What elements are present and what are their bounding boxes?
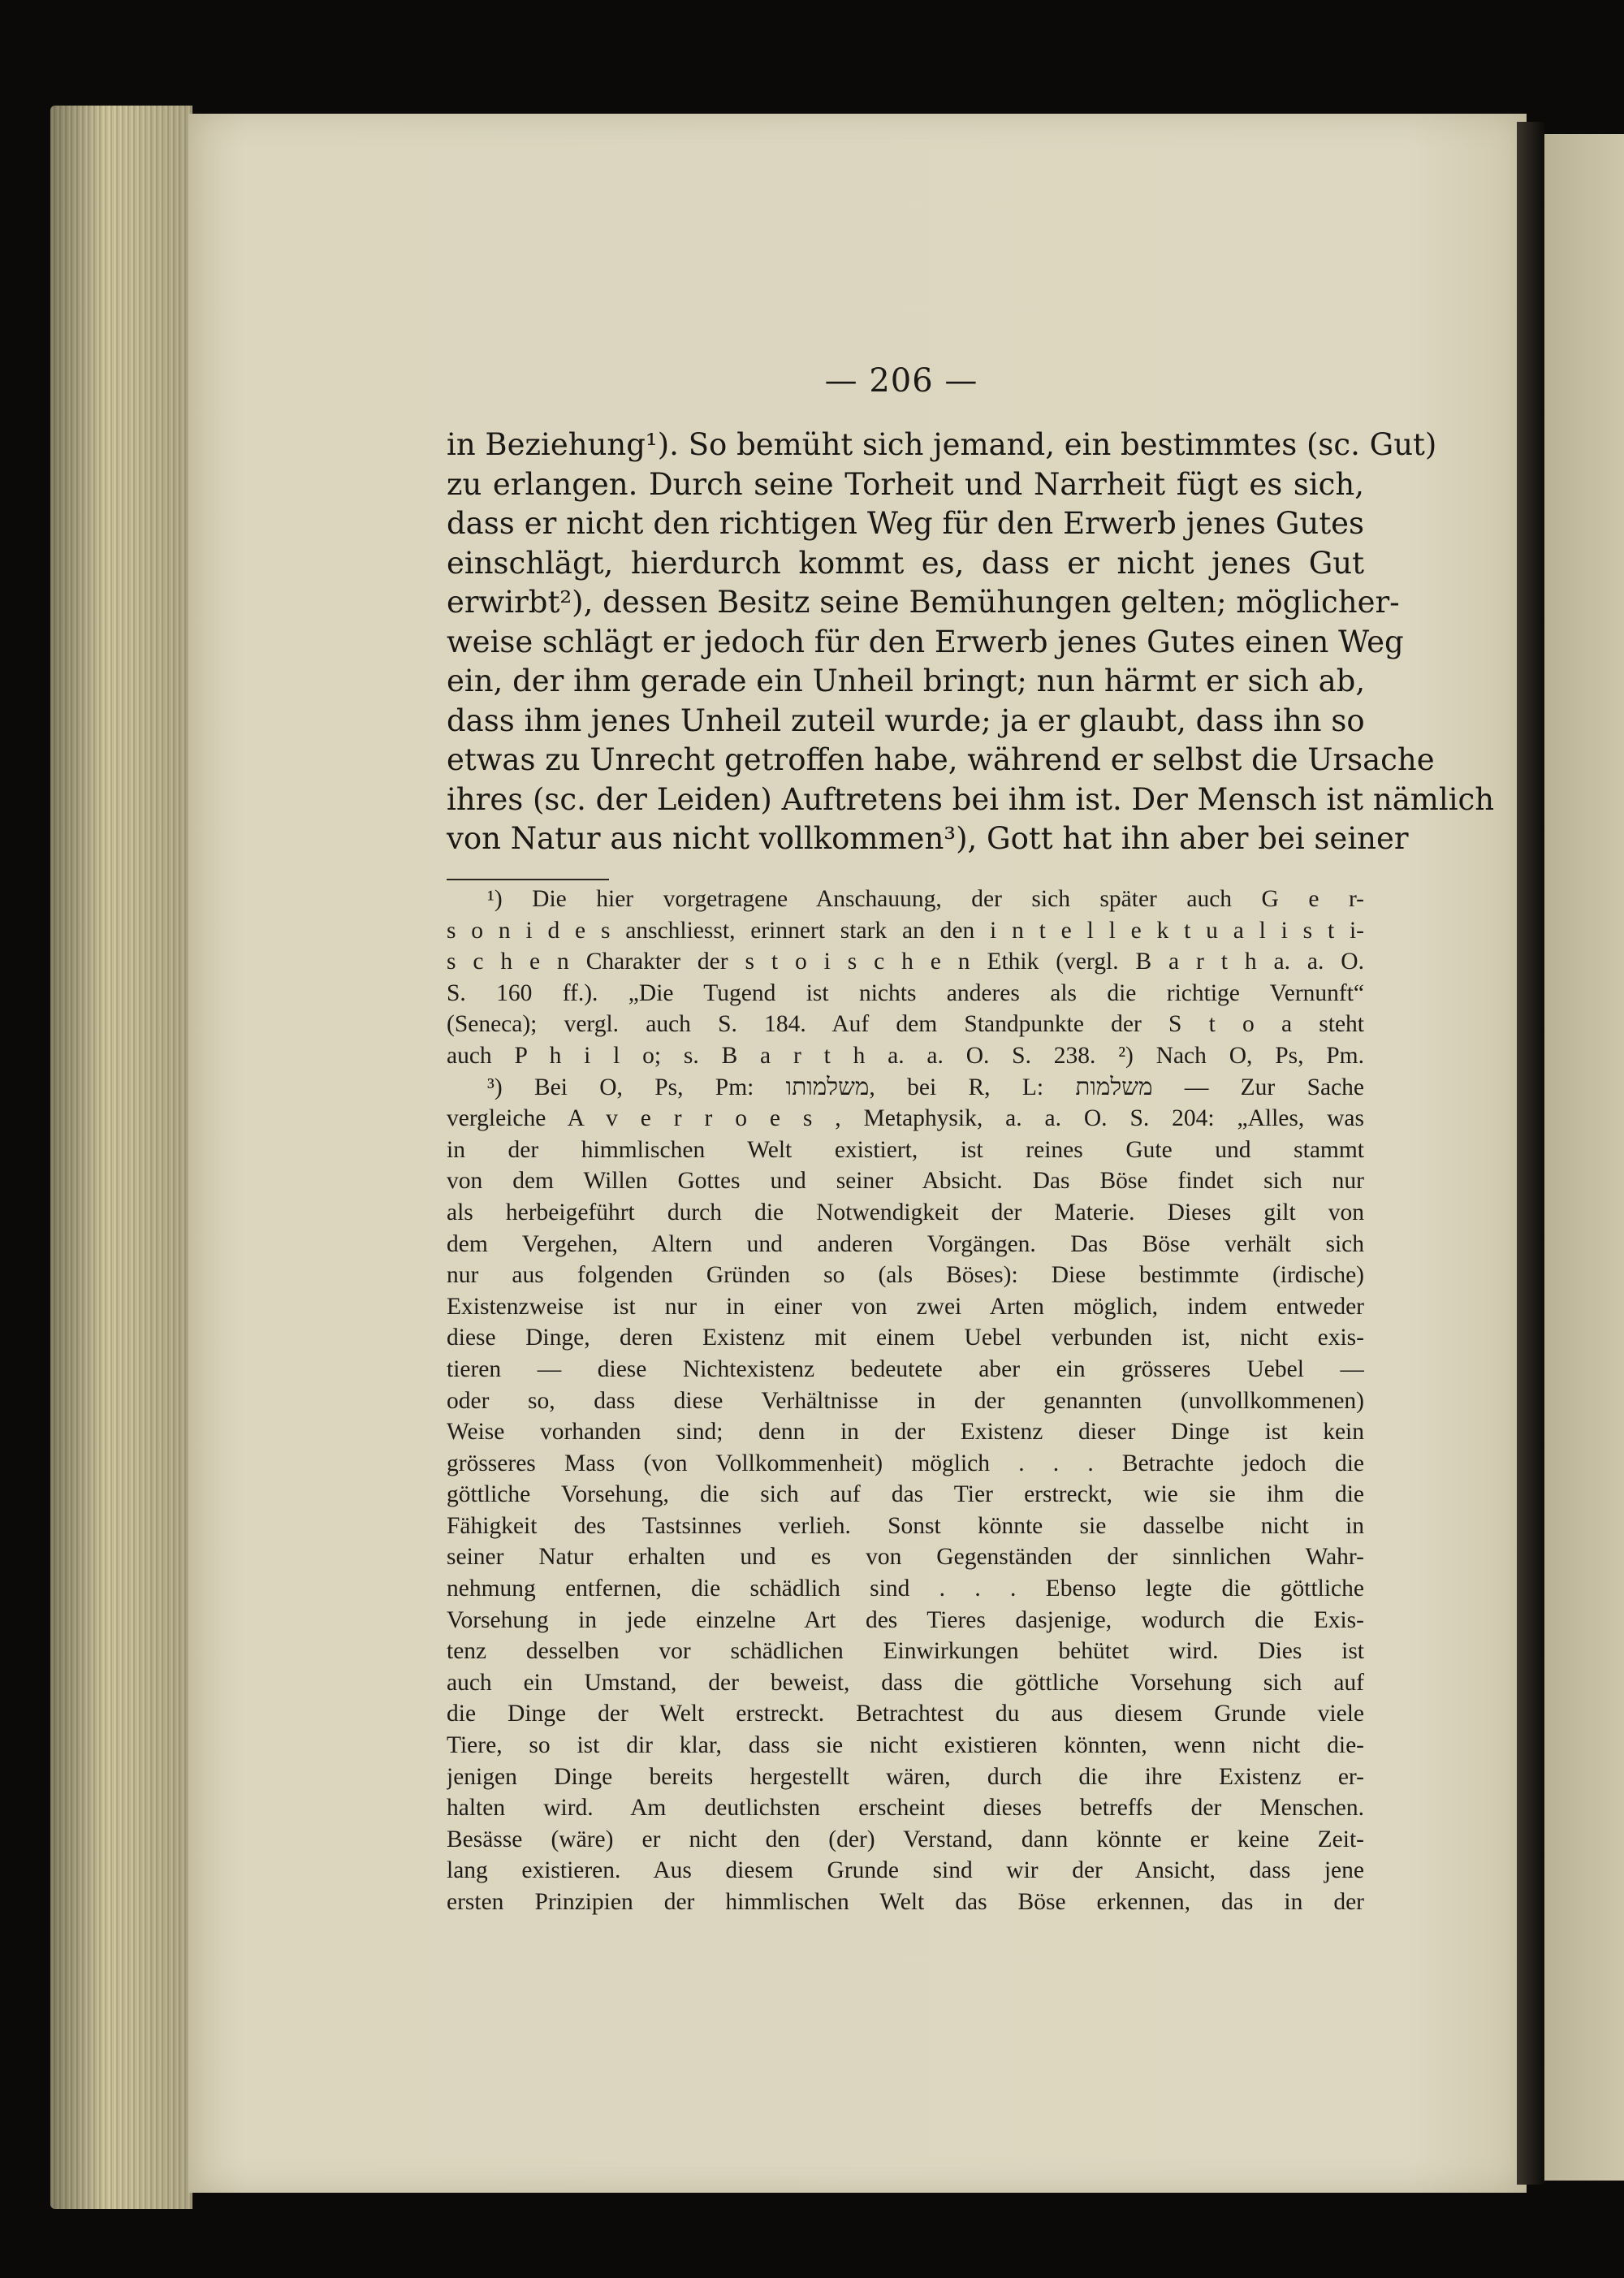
footnote-line: s o n i d e s anschliesst, erinnert stark an den i n t e l l e k t u a l i s t i- xyxy=(447,917,1364,944)
text-line: etwas zu Unrecht getroffen habe, während er selbst die Ursache xyxy=(447,742,1435,777)
page-edges-shadow xyxy=(50,106,192,2209)
footnote-line: als herbeigeführt durch die Notwendigkeit der Materie. Dieses gilt von xyxy=(447,1199,1364,1225)
footnote-line: ³) Bei O, Ps, Pm: משלמותו, bei R, L: משלמות — Zur Sache xyxy=(487,1074,1364,1100)
footnote-line: ersten Prinzipien der himmlischen Welt das Böse erkennen, das in der xyxy=(447,1889,1364,1915)
footnote-line: jenigen Dinge bereits hergestellt wären, durch die ihre Existenz er- xyxy=(447,1763,1364,1790)
footnote-line: Existenzweise ist nur in einer von zwei Arten möglich, indem entweder xyxy=(447,1293,1364,1320)
text-line: dass er nicht den richtigen Weg für den Erwerb jenes Gutes xyxy=(447,506,1364,541)
main-text xyxy=(447,426,1495,859)
footnote-line: von dem Willen Gottes und seiner Absicht. Das Böse findet sich nur xyxy=(447,1168,1364,1195)
footnote-line: s c h e n Charakter der s t o i s c h e n Ethik (vergl. B a r t h a. a. O. xyxy=(447,949,1364,975)
footnote-line: Vorsehung in jede einzelne Art des Tieres dasjenige, wodurch die Exis- xyxy=(447,1606,1364,1633)
text-line: einschlägt, hierdurch kommt es, dass er nicht jenes Gut xyxy=(447,545,1364,581)
footnote-line: lang existieren. Aus diesem Grunde sind wir der Ansicht, dass jene xyxy=(447,1857,1364,1884)
footnote-line: Tiere, so ist dir klar, dass sie nicht existieren könnten, wenn nicht die- xyxy=(447,1732,1364,1759)
footnote-line: grösseres Mass (von Vollkommenheit) möglich . . . Betrachte jedoch die xyxy=(447,1450,1364,1476)
footnote-line: (Seneca); vergl. auch S. 184. Auf dem Standpunkte der S t o a steht xyxy=(447,1011,1364,1038)
footnote-line: seiner Natur erhalten und es von Gegenständen der sinnlichen Wahr- xyxy=(447,1544,1364,1571)
footnote-line: Besässe (wäre) er nicht den (der) Verstand, dann könnte er keine Zeit- xyxy=(447,1826,1364,1852)
footnote-line: tenz desselben vor schädlichen Einwirkungen behütet wird. Dies ist xyxy=(447,1638,1364,1665)
text-line: in Beziehung¹). So bemüht sich jemand, ein bestimmtes (sc. Gut) xyxy=(447,427,1437,462)
footnote-line: nur aus folgenden Gründen so (als Böses): Diese bestimmte (irdische) xyxy=(447,1262,1364,1289)
footnote-line: halten wird. Am deutlichsten erscheint dieses betreffs der Menschen. xyxy=(447,1795,1364,1822)
footnote-line: dem Vergehen, Altern und anderen Vorgängen. Das Böse verhält sich xyxy=(447,1230,1364,1257)
footnote-line: nehmung entfernen, die schädlich sind . . . Ebenso legte die göttliche xyxy=(447,1576,1364,1602)
footnote-line: auch P h i l o; s. B a r t h a. a. O. S. 238. ²) Nach O, Ps, Pm. xyxy=(447,1042,1364,1069)
text-line: ihres (sc. der Leiden) Auftretens bei ihm ist. Der Mensch ist nämlich xyxy=(447,781,1495,817)
text-line: zu erlangen. Durch seine Torheit und Narrheit fügt es sich, xyxy=(447,466,1364,502)
footnotes xyxy=(447,884,1364,1918)
next-page-edge xyxy=(1544,134,1624,2181)
footnote-line: die Dinge der Welt erstreckt. Betrachtest du aus diesem Grunde viele xyxy=(447,1701,1364,1727)
text-line: erwirbt²), dessen Besitz seine Bemühungen gelten; möglicher- xyxy=(447,585,1400,620)
text-line: von Natur aus nicht vollkommen³), Gott hat ihn aber bei seiner xyxy=(447,821,1409,856)
footnote-line: in der himmlischen Welt existiert, ist reines Gute und stammt xyxy=(447,1136,1364,1163)
footnote-line: ¹) Die hier vorgetragene Anschauung, der sich später auch G e r- xyxy=(487,886,1364,912)
footnote-line: oder so, dass diese Verhältnisse in der genannten (unvollkommenen) xyxy=(447,1387,1364,1414)
footnote-line: vergleiche A v e r r o e s , Metaphysik, a. a. O. S. 204: „Alles, was xyxy=(447,1105,1364,1132)
text-line: dass ihm jenes Unheil zuteil wurde; ja er glaubt, dass ihn so xyxy=(447,702,1365,738)
footnote-line: Fähigkeit des Tastsinnes verlieh. Sonst könnte sie dasselbe nicht in xyxy=(447,1512,1364,1539)
footnote-rule xyxy=(447,879,609,880)
footnote-line: Weise vorhanden sind; denn in der Existenz dieser Dinge ist kein xyxy=(447,1419,1364,1446)
footnote-line: auch ein Umstand, der beweist, dass die göttliche Vorsehung sich auf xyxy=(447,1669,1364,1696)
page-number: — 206 — xyxy=(824,362,978,400)
text-line: weise schlägt er jedoch für den Erwerb jenes Gutes einen Weg xyxy=(447,624,1404,659)
book-gutter xyxy=(1517,122,1544,2185)
footnote-line: tieren — diese Nichtexistenz bedeutete aber ein grösseres Uebel — xyxy=(447,1355,1364,1382)
text-line: ein, der ihm gerade ein Unheil bringt; nun härmt er sich ab, xyxy=(447,664,1366,698)
footnote-line: S. 160 ff.). „Die Tugend ist nichts anderes als die richtige Vernunft“ xyxy=(447,979,1364,1006)
footnote-line: göttliche Vorsehung, die sich auf das Tier erstreckt, wie sie ihm die xyxy=(447,1481,1364,1508)
footnote-line: diese Dinge, deren Existenz mit einem Uebel verbunden ist, nicht exis- xyxy=(447,1325,1364,1351)
